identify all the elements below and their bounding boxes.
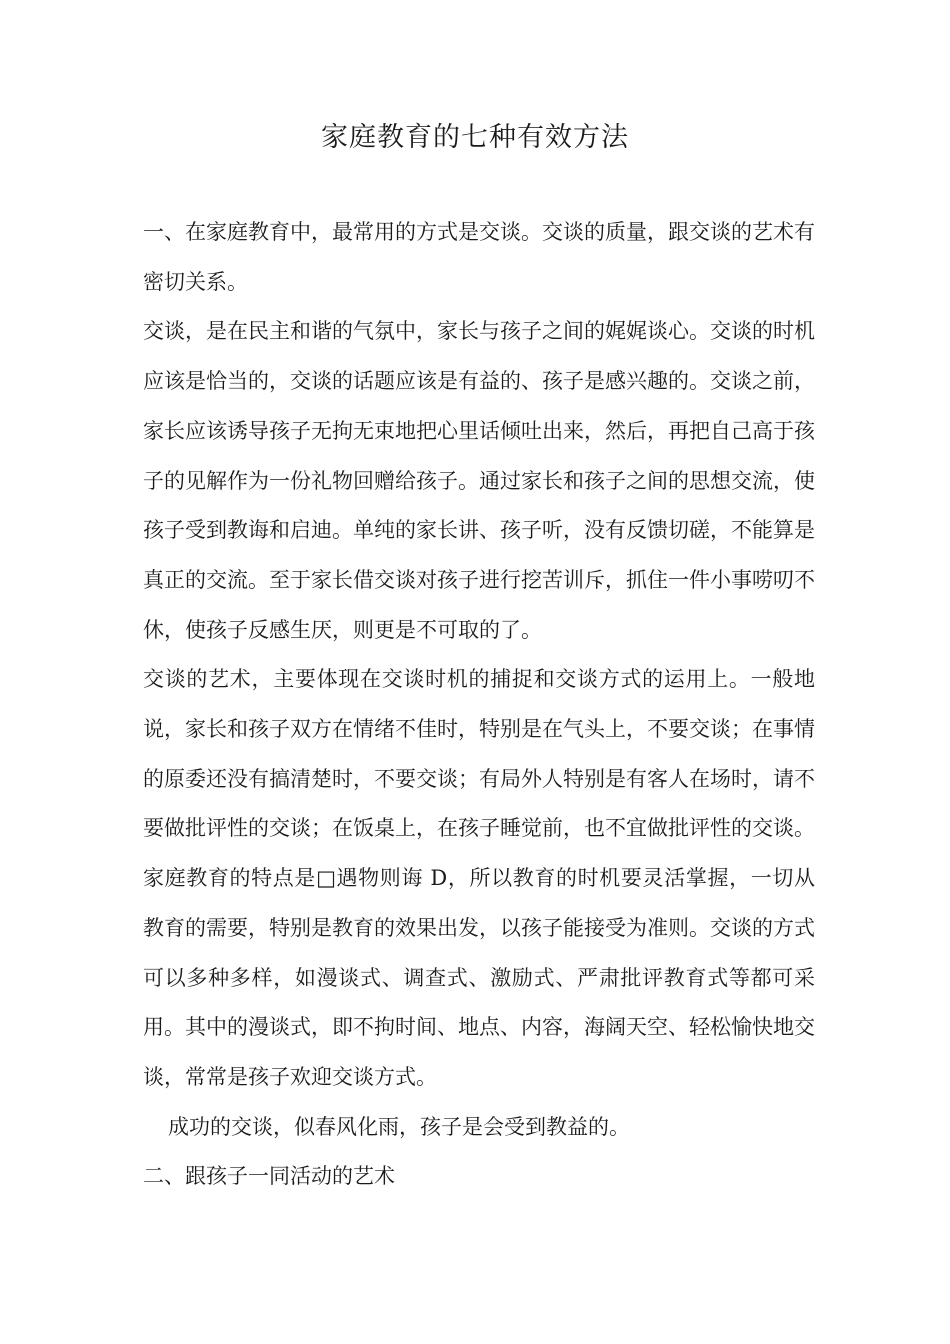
paragraph-2: 交谈，是在民主和谐的气氛中，家长与孩子之间的娓娓谈心。交谈的时机应该是恰当的，交谈的话题应该是有益的、孩子是感兴趣的。交谈之前，家长应该诱导孩子无拘无束地把心里话倾吐出来，然后，再把自己高于孩子的见解作为一份礼物回赠给孩子。通过家长和孩子之间的思想交流，使孩子受到教诲和启迪。单纯的家长讲、孩子听，没有反馈切磋，不能算是真正的交流。至于家长借交谈对孩子进行挖苦训斥，抓住一件小事唠叨不休，使孩子反感生厌，则更是不可取的了。 [143,319,815,642]
paragraph-1: 一、在家庭教育中，最常用的方式是交谈。交谈的质量，跟交谈的艺术有密切关系。 [143,220,815,294]
paragraph-3: 交谈的艺术，主要体现在交谈时机的捕捉和交谈方式的运用上。一般地说，家长和孩子双方在情绪不佳时，特别是在气头上，不要交谈；在事情的原委还没有搞清楚时，不要交谈；有局外人特别是有客人在场时，请不要做批评性的交谈；在饭桌上，在孩子睡觉前，也不宜做批评性的交谈。家庭教育的特点是□遇物则诲 D，所以教育的时机要灵活掌握，一切从教育的需要，特别是教育的效果出发，以孩子能接受为准则。交谈的方式可以多种多样，如漫谈式、调查式、激励式、严肃批评教育式等都可采用。其中的漫谈式，即不拘时间、地点、内容，海阔天空、轻松愉快地交谈，常常是孩子欢迎交谈方式。 [143,667,815,1089]
paragraph-4: 成功的交谈，似春风化雨，孩子是会受到教益的。 [168,1114,630,1139]
document-title: 家庭教育的七种有效方法 [321,122,629,153]
document-body [143,208,815,1202]
section-heading-2: 二、跟孩子一同活动的艺术 [143,1164,395,1189]
